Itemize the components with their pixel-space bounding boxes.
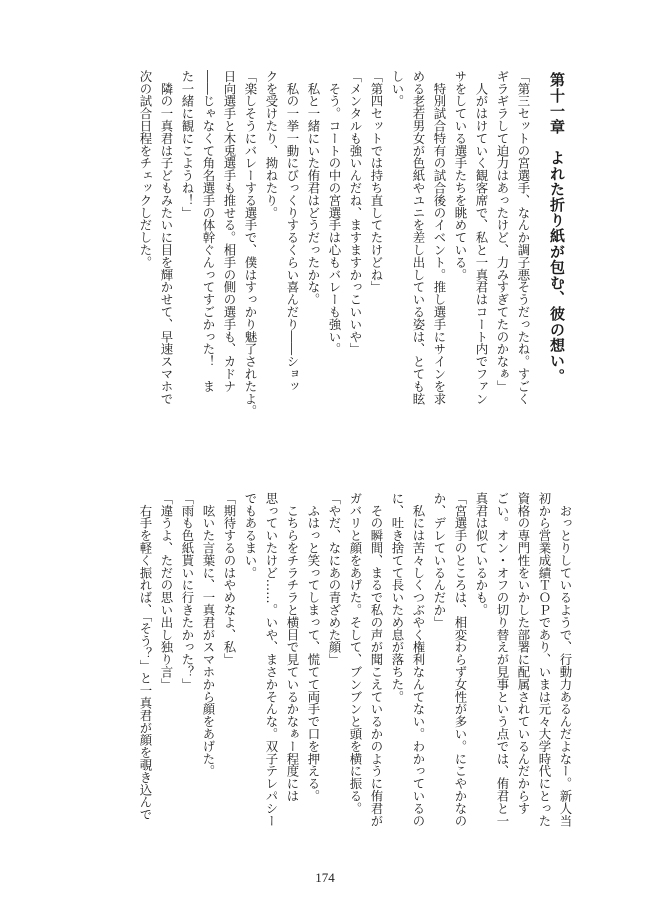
upper-line: 人がはけていく観客席で、私と一真君はコート内でファン bbox=[474, 70, 489, 405]
upper-line: た一緒に観にこようね！」 bbox=[180, 70, 195, 219]
lower-line: ごい。オン・オフの切り替えが見事という点では、侑君と一 bbox=[495, 492, 510, 827]
lower-line: おっとりしているようで、行動力あるんだよなー。新人当 bbox=[558, 492, 573, 827]
lower-line: 思っていたけど……。いや、まさかそんな。双子テレパシー bbox=[264, 492, 279, 827]
lower-line: 「雨も色紙貰いに行きたかった？」 bbox=[180, 492, 195, 691]
upper-line: そう。コートの中の宮選手は心もバレーも強い。 bbox=[327, 70, 342, 356]
lower-line: か、デレているんだか」 bbox=[432, 492, 447, 629]
upper-line: 日向選手と木兎選手も推せる。相手の側の選手も、カドナ bbox=[222, 70, 237, 393]
lower-line: 呟いた言葉に、一真君がスマホから顔をあげた。 bbox=[201, 492, 216, 778]
upper-line: サをしている選手たちを眺めている。 bbox=[453, 70, 468, 281]
upper-line: ギラギラして迫力はあったけど、力みすぎてたのかなぁ」 bbox=[495, 70, 510, 393]
lower-line: でもあるまい。 bbox=[243, 492, 258, 579]
lower-line: 真君は似ているかも。 bbox=[474, 492, 489, 616]
upper-line: 「第四セットでは持ち直してたけどね」 bbox=[369, 70, 384, 294]
upper-line: ――じゃなくて角名選手の体幹ぐんってすごかった！ ま bbox=[201, 70, 216, 393]
lower-line: 右手を軽く振れば、「そう？」と一真君が顔を覗き込んで bbox=[138, 492, 153, 821]
lower-line: 「違うよ、ただの思い出し独り言」 bbox=[159, 492, 174, 691]
lower-line: その瞬間、まるで私の声が聞こえているかのように侑君が bbox=[369, 492, 384, 827]
upper-line: クを受けたり、拗ねたり。 bbox=[264, 70, 279, 219]
lower-line: 「やだ、なにあの青ざめた顔」 bbox=[327, 492, 342, 666]
lower-line: ガバリと顔をあげた。そして、ブンブンと頭を横に振る。 bbox=[348, 492, 363, 815]
lower-line: ふはっと笑ってしまって、慌てて両手で口を押える。 bbox=[306, 492, 321, 802]
lower-line: 初から営業成績ＴＯＰであり、いまは元々大学時代にとった bbox=[537, 492, 552, 827]
lower-line: こちらをチラチラと横目で見ているかなぁー程度には bbox=[285, 492, 300, 802]
upper-line: 私と一緒にいた侑君はどうだったかな。 bbox=[306, 70, 321, 306]
lower-line: 資格の専門性をいかした部署に配属されているんだからす bbox=[516, 492, 531, 815]
upper-line: 「楽しそうにバレーする選手で、僕はすっかり魅了されたよ。 bbox=[243, 70, 258, 418]
lower-line: 「期待するのはやめなよ、私」 bbox=[222, 492, 237, 666]
upper-line: 次の試合日程をチェックしだした。 bbox=[138, 70, 153, 269]
page-number: 174 bbox=[315, 870, 335, 885]
lower-line: 「宮選手のところは、相変わらず女性が多い。にこやかなの bbox=[453, 492, 468, 827]
lower-line: 私には苦々しくつぶやく権利なんてない。わかっているの bbox=[411, 492, 426, 827]
upper-line: 隣の一真君は子どもみたいに目を輝かせて、早速スマホで bbox=[159, 70, 174, 405]
upper-line: める老若男女が色紙やユニを差し出している姿は、とても眩 bbox=[411, 70, 426, 405]
upper-line: 特別試合特有の試合後のイベント。推し選手にサインを求 bbox=[432, 70, 447, 405]
lower-line: に、吐き捨てて長いため息が落ちた。 bbox=[390, 492, 405, 703]
upper-line: 「メンタルも強いんだね、ますますかっこいいや」 bbox=[348, 70, 363, 356]
upper-line: 「第三セットの宮選手、なんか調子悪そうだったね。すごく bbox=[516, 70, 531, 405]
chapter-title: 第十一章 よれた折り紙が包む、彼の想い。 bbox=[548, 72, 566, 384]
upper-line: 私の一挙一動にびっくりするくらい喜んだり――ショッ bbox=[285, 70, 300, 393]
upper-line: しい。 bbox=[390, 70, 405, 108]
